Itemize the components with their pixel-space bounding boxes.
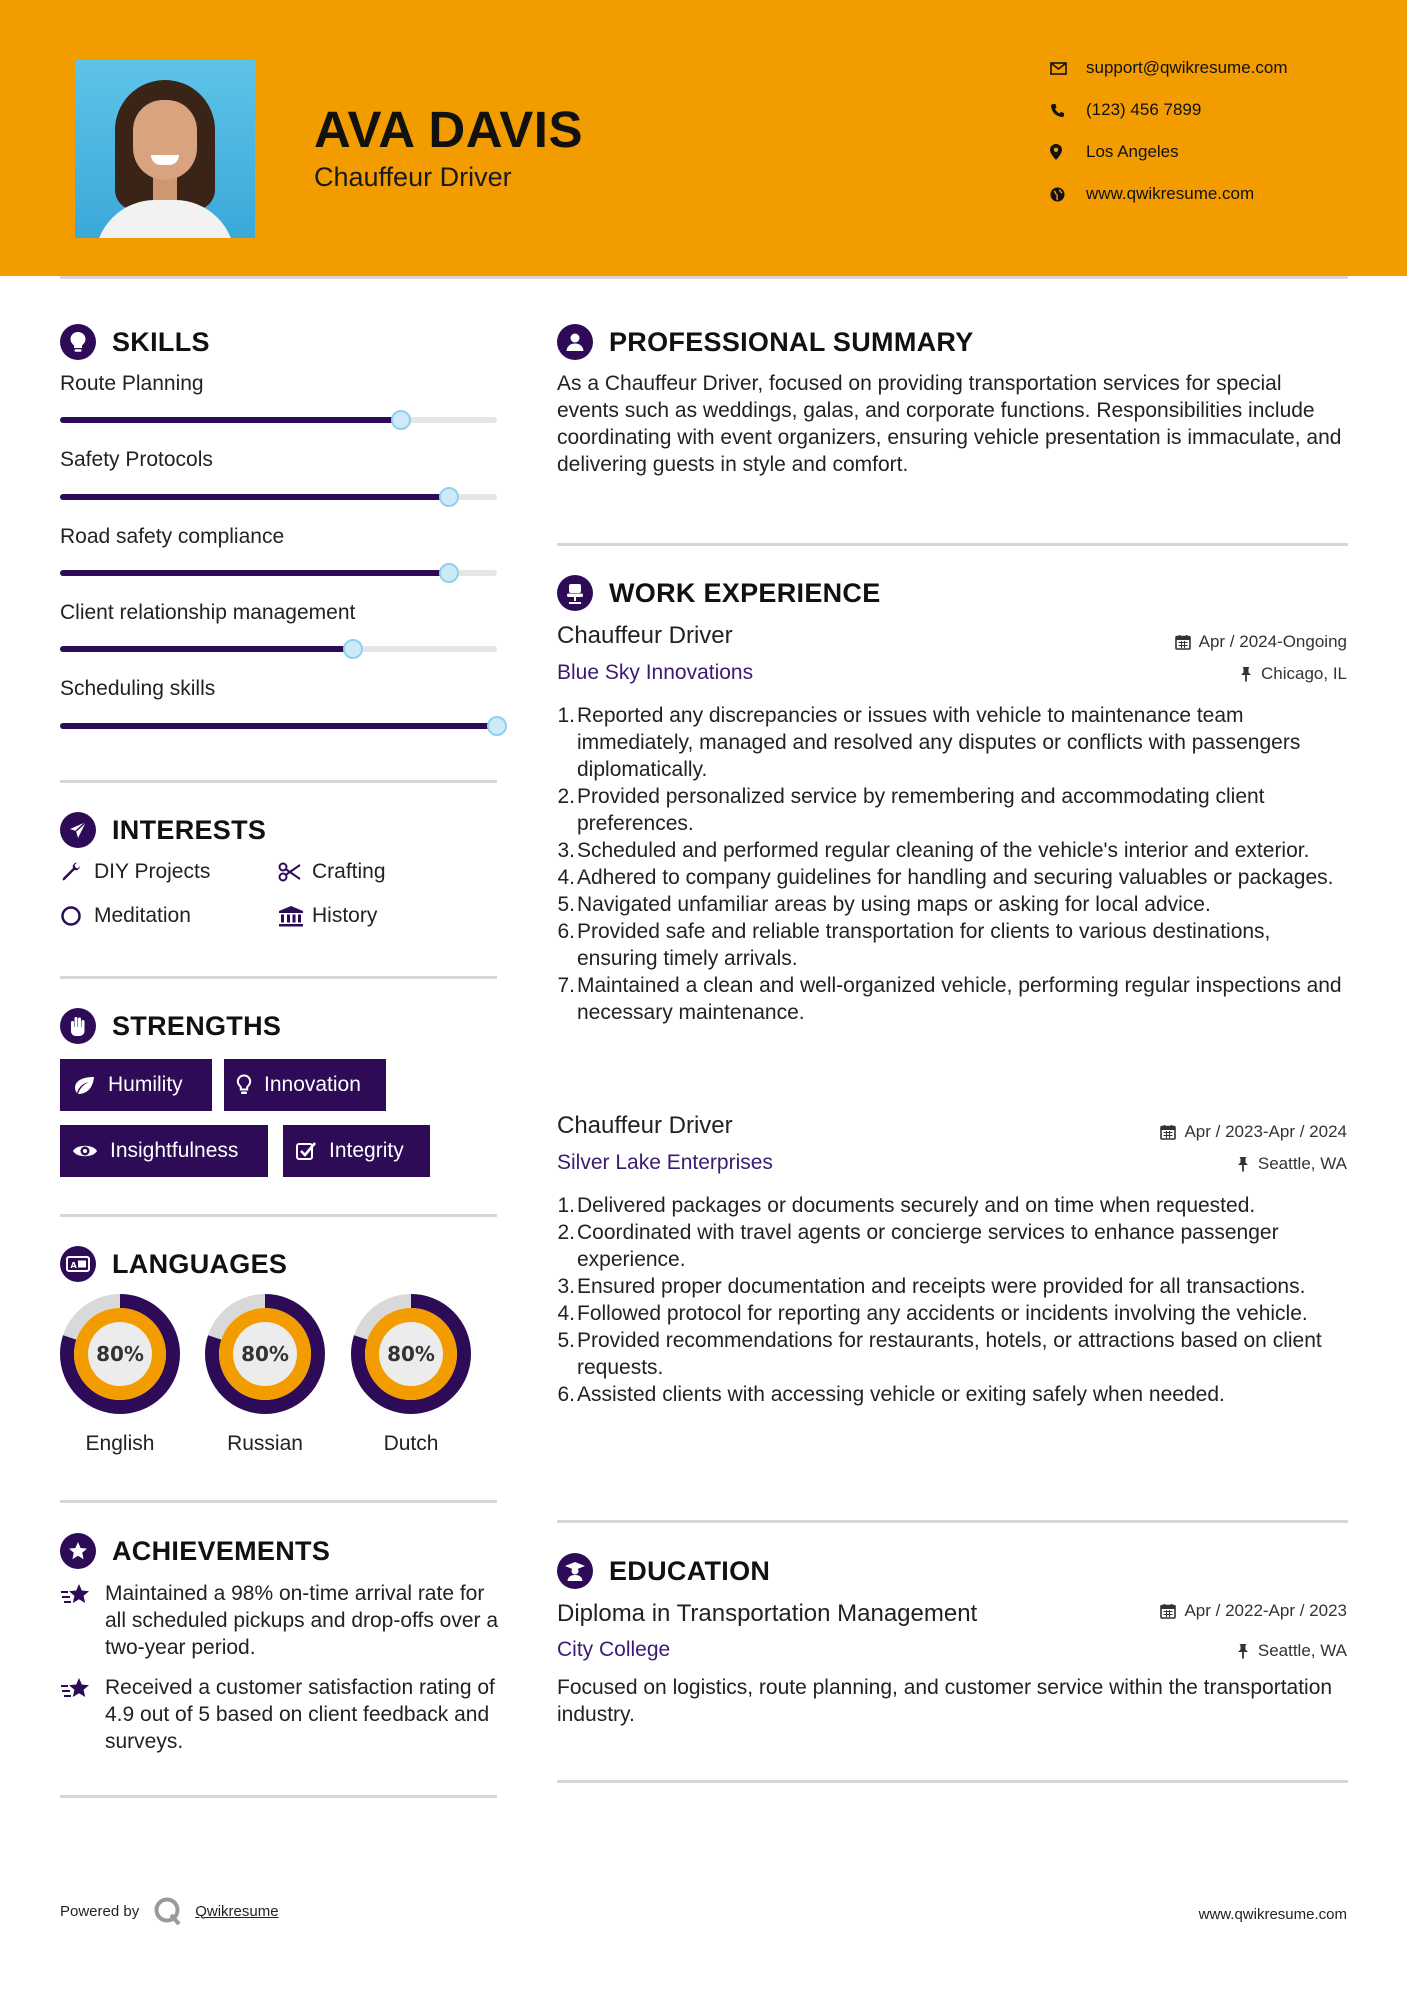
duty-item: 1. Delivered packages or documents securely and on time when requested. bbox=[557, 1194, 1256, 1217]
globe-icon bbox=[1050, 187, 1086, 202]
checkbox-icon bbox=[295, 1140, 317, 1162]
interest-label: Crafting bbox=[312, 860, 386, 883]
svg-text:A: A bbox=[70, 1261, 77, 1270]
skill-bar-knob bbox=[343, 639, 363, 659]
achievements-title: ACHIEVEMENTS bbox=[112, 1535, 331, 1566]
interest-item bbox=[278, 904, 377, 928]
qwikresume-link[interactable]: Qwikresume bbox=[195, 1902, 279, 1920]
phone-icon bbox=[1050, 103, 1086, 118]
candidate-title: Chauffeur Driver bbox=[314, 162, 512, 192]
education-heading bbox=[557, 1553, 770, 1589]
skill-bar bbox=[60, 570, 497, 576]
strengths-title: STRENGTHS bbox=[112, 1010, 282, 1041]
education-location-text: Seattle, WA bbox=[1257, 1641, 1347, 1660]
skill-bar-knob bbox=[439, 563, 459, 583]
contact-email[interactable] bbox=[1050, 58, 1288, 78]
section-divider bbox=[557, 1780, 1348, 1783]
language-percent: 80% bbox=[241, 1342, 289, 1366]
map-pin-icon bbox=[1050, 144, 1086, 160]
achievement-item bbox=[60, 1580, 500, 1661]
calendar-icon bbox=[1175, 634, 1191, 650]
contact-website-text: www.qwikresume.com bbox=[1086, 184, 1255, 203]
job-company: Silver Lake Enterprises bbox=[557, 1151, 773, 1174]
duty-item: 3. Ensured proper documentation and receipts were provided for all transactions. bbox=[557, 1275, 1306, 1298]
language-ring bbox=[204, 1293, 326, 1415]
achievement-text: Received a customer satisfaction rating of 4.9 out of 5 based on client feedback and surveys. bbox=[105, 1676, 495, 1753]
job-duties bbox=[557, 1192, 1347, 1408]
language-ring bbox=[59, 1293, 181, 1415]
language-ring bbox=[350, 1293, 472, 1415]
interest-label: History bbox=[312, 904, 378, 927]
section-divider bbox=[60, 1500, 497, 1503]
strength-label: Integrity bbox=[329, 1139, 404, 1162]
interest-label: Meditation bbox=[94, 904, 191, 927]
duty-item: 2. Provided personalized service by remembering and accommodating client preferences. bbox=[557, 785, 1265, 835]
star-badge-icon bbox=[60, 1533, 96, 1569]
header-banner bbox=[0, 0, 1407, 276]
skill-bar bbox=[60, 417, 497, 423]
job-location-text: Chicago, IL bbox=[1261, 664, 1347, 683]
contact-phone[interactable] bbox=[1050, 100, 1201, 120]
skill-bar-fill bbox=[60, 723, 497, 729]
section-divider bbox=[557, 543, 1348, 546]
language-icon bbox=[60, 1246, 96, 1282]
job-duties bbox=[557, 702, 1347, 1026]
skill-bar-fill bbox=[60, 646, 353, 652]
skill-label: Client relationship management bbox=[60, 601, 356, 624]
strength-tag bbox=[60, 1125, 268, 1177]
achievement-item bbox=[60, 1674, 500, 1755]
skill-bar-fill bbox=[60, 570, 449, 576]
header-divider bbox=[60, 276, 1348, 279]
duty-item: 6. Assisted clients with accessing vehicle or exiting safely when needed. bbox=[557, 1383, 1225, 1406]
skills-heading bbox=[60, 324, 210, 360]
skill-bar-knob bbox=[439, 487, 459, 507]
envelope-icon bbox=[1050, 62, 1086, 75]
job-dates-text: Apr / 2024-Ongoing bbox=[1198, 632, 1347, 651]
calendar-icon bbox=[1160, 1124, 1176, 1140]
office-chair-icon bbox=[557, 575, 593, 611]
job-location-text: Seattle, WA bbox=[1257, 1154, 1347, 1173]
eye-icon bbox=[72, 1142, 98, 1160]
language-percent: 80% bbox=[96, 1342, 144, 1366]
interest-item bbox=[278, 860, 386, 884]
contact-phone-text: (123) 456 7899 bbox=[1086, 100, 1202, 119]
paper-plane-icon bbox=[60, 812, 96, 848]
qwikresume-logo-icon bbox=[153, 1896, 183, 1926]
skill-bar-knob bbox=[487, 716, 507, 736]
duty-item: 4. Followed protocol for reporting any accidents or incidents involving the vehicle. bbox=[557, 1302, 1308, 1325]
section-divider bbox=[557, 1520, 1348, 1523]
footer-website[interactable]: www.qwikresume.com bbox=[1198, 1906, 1347, 1923]
hand-icon bbox=[60, 1008, 96, 1044]
shooting-star-icon bbox=[60, 1674, 105, 1755]
strength-tag bbox=[224, 1059, 386, 1111]
section-divider bbox=[60, 976, 497, 979]
profile-photo bbox=[75, 60, 255, 238]
duty-item: 4. Adhered to company guidelines for handling and securing valuables or packages. bbox=[557, 866, 1334, 889]
user-icon bbox=[557, 324, 593, 360]
job-dates bbox=[1160, 1122, 1347, 1142]
pushpin-icon bbox=[1236, 1156, 1250, 1172]
skill-label: Safety Protocols bbox=[60, 448, 213, 471]
duty-item: 5. Navigated unfamiliar areas by using maps or asking for local advice. bbox=[557, 893, 1211, 916]
experience-title: WORK EXPERIENCE bbox=[609, 577, 881, 608]
education-degree: Diploma in Transportation Management bbox=[557, 1600, 978, 1627]
language-percent: 80% bbox=[387, 1342, 435, 1366]
duty-item: 7. Maintained a clean and well-organized vehicle, performing regular inspections and necessary maintenance. bbox=[557, 974, 1342, 1024]
duty-item: 1. Reported any discrepancies or issues with vehicle to maintenance team immediately, managed and resolved any disputes or conflicts with passengers diplomatically. bbox=[557, 704, 1301, 781]
education-dates bbox=[1160, 1601, 1347, 1621]
section-divider bbox=[60, 1795, 497, 1798]
duty-item: 2. Coordinated with travel agents or concierge services to enhance passenger experience. bbox=[557, 1221, 1279, 1271]
languages-title: LANGUAGES bbox=[112, 1248, 288, 1279]
duty-item: 3. Scheduled and performed regular cleaning of the vehicle's interior and exterior. bbox=[557, 839, 1310, 862]
section-divider bbox=[60, 780, 497, 783]
language-name: Dutch bbox=[383, 1432, 439, 1455]
skill-label: Road safety compliance bbox=[60, 525, 285, 548]
job-dates bbox=[1175, 632, 1347, 652]
language-item bbox=[59, 1293, 181, 1456]
contact-location-text: Los Angeles bbox=[1086, 142, 1179, 161]
skills-title: SKILLS bbox=[112, 326, 210, 357]
scissors-icon bbox=[278, 862, 312, 882]
pushpin-icon bbox=[1239, 666, 1253, 682]
skill-label: Scheduling skills bbox=[60, 677, 216, 700]
language-item bbox=[350, 1293, 472, 1456]
candidate-name: AVA DAVIS bbox=[314, 101, 583, 158]
duty-item: 6. Provided safe and reliable transportation for clients to various destinations, ensuring timely arrivals. bbox=[557, 920, 1271, 970]
skill-label: Route Planning bbox=[60, 372, 204, 395]
contact-location bbox=[1050, 142, 1179, 162]
education-school: City College bbox=[557, 1638, 671, 1661]
job-location bbox=[1239, 664, 1347, 684]
interests-heading bbox=[60, 812, 266, 848]
section-divider bbox=[60, 1214, 497, 1217]
contact-email-text: support@qwikresume.com bbox=[1086, 58, 1288, 77]
interest-item bbox=[60, 860, 210, 884]
lightbulb-icon bbox=[60, 324, 96, 360]
job-location bbox=[1236, 1154, 1347, 1174]
job-title: Chauffeur Driver bbox=[557, 622, 733, 649]
job-dates-text: Apr / 2023-Apr / 2024 bbox=[1184, 1122, 1347, 1141]
skill-bar bbox=[60, 723, 497, 729]
museum-icon bbox=[278, 905, 312, 927]
skill-bar-fill bbox=[60, 417, 401, 423]
powered-by-text: Powered by bbox=[60, 1902, 140, 1920]
contact-website[interactable] bbox=[1050, 184, 1254, 204]
strength-label: Insightfulness bbox=[110, 1139, 239, 1162]
wrench-icon bbox=[60, 861, 94, 883]
language-name: Russian bbox=[227, 1432, 303, 1455]
language-name: English bbox=[85, 1432, 155, 1455]
summary-text: As a Chauffeur Driver, focused on providing transportation services for special events such as weddings, galas, and corporate functions. Responsibilities include coordinating with event organizers, ensuring vehicle presentation is immaculate, and delivering guests in style and comfort. bbox=[557, 372, 1342, 476]
lightbulb-icon bbox=[236, 1074, 252, 1096]
shooting-star-icon bbox=[60, 1580, 105, 1661]
summary-heading bbox=[557, 324, 974, 360]
strength-tag bbox=[60, 1059, 212, 1111]
job-title: Chauffeur Driver bbox=[557, 1112, 733, 1139]
graduate-icon bbox=[557, 1553, 593, 1589]
strength-label: Humility bbox=[108, 1073, 183, 1096]
education-dates-text: Apr / 2022-Apr / 2023 bbox=[1184, 1601, 1347, 1620]
achievement-text: Maintained a 98% on-time arrival rate for all scheduled pickups and drop-offs over a two-year period. bbox=[105, 1582, 499, 1659]
duty-item: 5. Provided recommendations for restaurants, hotels, or attractions based on client requests. bbox=[557, 1329, 1322, 1379]
experience-heading bbox=[557, 575, 881, 611]
circle-icon bbox=[60, 905, 94, 927]
skill-bar-knob bbox=[391, 410, 411, 430]
education-location bbox=[1236, 1641, 1347, 1661]
strengths-heading bbox=[60, 1008, 281, 1044]
languages-heading bbox=[60, 1246, 287, 1282]
footer-powered-by bbox=[60, 1896, 279, 1926]
skill-bar bbox=[60, 646, 497, 652]
leaf-icon bbox=[72, 1075, 96, 1095]
interest-label: DIY Projects bbox=[94, 860, 211, 883]
skill-bar-fill bbox=[60, 494, 449, 500]
job-company: Blue Sky Innovations bbox=[557, 661, 754, 684]
strength-tag bbox=[283, 1125, 430, 1177]
language-item bbox=[204, 1293, 326, 1456]
education-description: Focused on logistics, route planning, and customer service within the transportation industry. bbox=[557, 1676, 1333, 1726]
pushpin-icon bbox=[1236, 1643, 1250, 1659]
summary-title: PROFESSIONAL SUMMARY bbox=[609, 326, 974, 357]
education-title: EDUCATION bbox=[609, 1555, 771, 1586]
skill-bar bbox=[60, 494, 497, 500]
calendar-icon bbox=[1160, 1603, 1176, 1619]
interest-item bbox=[60, 904, 191, 928]
achievements-heading bbox=[60, 1533, 330, 1569]
strength-label: Innovation bbox=[264, 1073, 361, 1096]
interests-title: INTERESTS bbox=[112, 814, 267, 845]
